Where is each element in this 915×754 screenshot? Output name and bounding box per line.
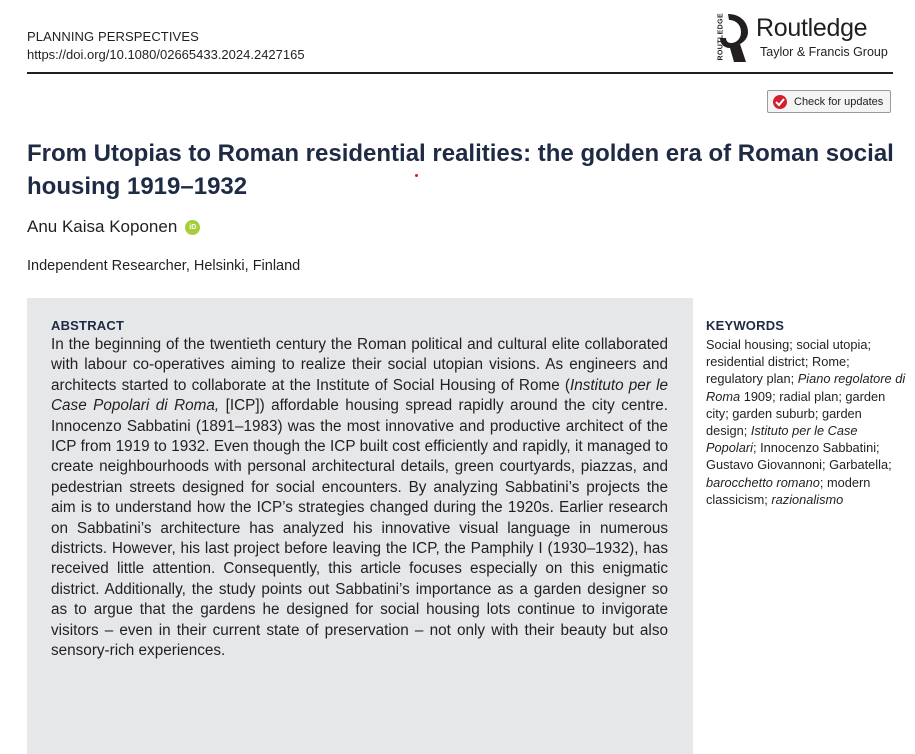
keyword-text-3: ; Innocenzo Sabbatini; Gustavo Giovannoni; Garbatella; xyxy=(706,440,892,473)
publisher-logo xyxy=(712,8,902,64)
abstract-text xyxy=(51,335,668,662)
abstract-part-1: In the beginning of the twentieth century the Roman political and cultural elite collaborated with labour co-operatives aiming to realize their social utopian visions. As engineers and architects started to collaborate at the Institute of Social Housing of Rome ( xyxy=(51,336,668,394)
article-title xyxy=(27,137,907,203)
journal-name: PLANNING PERSPECTIVES xyxy=(27,29,199,44)
keyword-text-2: 1909; radial plan; garden city; garden suburb; garden design; xyxy=(706,388,886,439)
abstract-heading: ABSTRACT xyxy=(51,318,125,333)
doi-link[interactable]: https://doi.org/10.1080/02665433.2024.2427165 xyxy=(27,47,305,62)
keywords-heading: KEYWORDS xyxy=(706,318,785,333)
abstract-italic-1: Instituto per le Case Popolari di Roma, xyxy=(51,376,668,415)
keyword-italic-4: razionalismo xyxy=(771,491,844,507)
keyword-italic-2: Istituto per le Case Popolari xyxy=(706,423,858,456)
journal-header xyxy=(27,28,305,64)
author-name[interactable]: Anu Kaisa Koponen xyxy=(27,217,178,236)
article-title-text: From Utopias to Roman residential realities: the golden era of Roman social housing 1919–1932 xyxy=(27,140,894,200)
keyword-italic-1: Piano regolatore di Roma xyxy=(706,371,906,404)
header-divider xyxy=(27,72,893,74)
abstract-part-2: [ICP]) affordable housing spread rapidly around the city centre. Innocenzo Sabbatini (1891–1983) was the most innovative and productive architect of the ICP from 1919 to 1932. Even though the ICP built cost efficiently and rapidly, it managed to create neighbourhoods with personal architectural details, green courtyards, piazzas, and pedestrian streets designed for social encounters. By analyzing Sabbatini’s projects the aim is to understand how the ICP’s strategies changed during the 1920s. Earlier research on Sabbatini’s architecture has analyzed his innovative visual language in numerous districts. However, his last project before leaving the ICP, the Pamphily I (1930–1932), has received little attention. Consequently, this article focuses especially on this enigmatic district. Additionally, the study points out Sabbatini’s importance as a garden designer so as to argue that the gardens he designed for social housing lots continue to invigorate visitors – even in their current state of preservation – not only with their beauty but also sensory-rich experiences. xyxy=(51,397,668,660)
abstract-panel xyxy=(27,298,693,754)
check-updates-label: Check for updates xyxy=(794,95,884,108)
check-updates-button[interactable] xyxy=(767,90,891,113)
orcid-icon[interactable]: iD xyxy=(185,220,200,235)
keyword-italic-3: barocchetto romano xyxy=(706,474,820,490)
keywords-list xyxy=(706,336,906,508)
publisher-subtitle: Taylor & Francis Group xyxy=(760,45,888,59)
author-line xyxy=(27,217,200,237)
affiliation: Independent Researcher, Helsinki, Finland xyxy=(27,258,301,274)
publisher-name: Routledge xyxy=(756,14,868,42)
publisher-vertical-text: ROUTLEDGE xyxy=(717,12,725,61)
crossmark-icon xyxy=(772,94,788,110)
keyword-text-4: ; modern classicism; xyxy=(706,474,871,507)
title-mark xyxy=(415,174,418,177)
keyword-text-1: Social housing; social utopia; residential district; Rome; regulatory plan; xyxy=(706,337,872,387)
